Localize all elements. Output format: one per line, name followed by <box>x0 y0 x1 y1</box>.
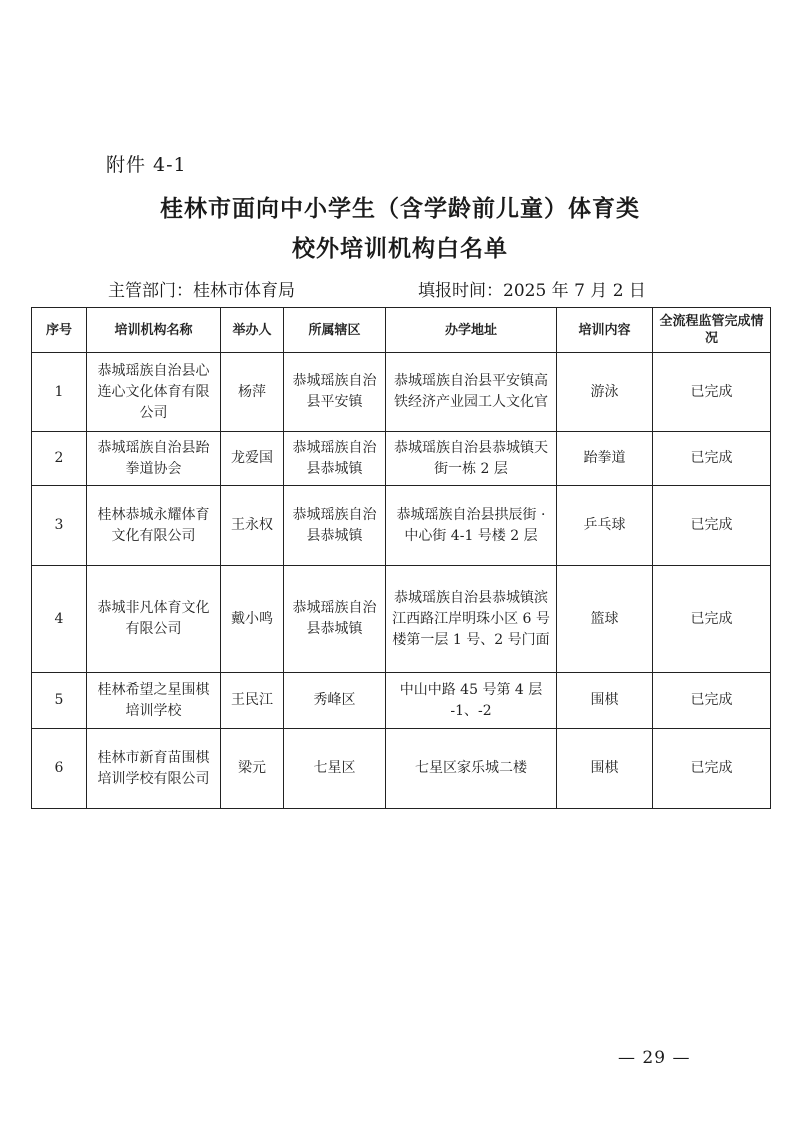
cell-status: 已完成 <box>653 566 771 673</box>
header-content: 培训内容 <box>557 308 653 353</box>
cell-district: 恭城瑶族自治县恭城镇 <box>284 432 386 486</box>
cell-address: 恭城瑶族自治县平安镇高铁经济产业园工人文化官 <box>386 353 557 432</box>
cell-index: 1 <box>32 353 87 432</box>
page-number: — 29 — <box>618 1048 691 1068</box>
cell-org-name: 桂林市新育苗围棋培训学校有限公司 <box>87 729 221 809</box>
cell-district: 恭城瑶族自治县平安镇 <box>284 353 386 432</box>
header-district: 所属辖区 <box>284 308 386 353</box>
table-row <box>32 729 771 809</box>
cell-status: 已完成 <box>653 353 771 432</box>
table-row <box>32 673 771 729</box>
cell-address: 中山中路 45 号第 4 层 -1、-2 <box>386 673 557 729</box>
header-address: 办学地址 <box>386 308 557 353</box>
cell-org-name: 恭城瑶族自治县跆拳道协会 <box>87 432 221 486</box>
header-status: 全流程监管完成情况 <box>653 308 771 353</box>
cell-address: 恭城瑶族自治县拱辰街 · 中心街 4-1 号楼 2 层 <box>386 486 557 566</box>
cell-org-name: 恭城非凡体育文化有限公司 <box>87 566 221 673</box>
report-date: 填报时间：2025 年 7 月 2 日 <box>418 281 646 301</box>
cell-status: 已完成 <box>653 486 771 566</box>
cell-status: 已完成 <box>653 432 771 486</box>
cell-index: 2 <box>32 432 87 486</box>
authority-label: 主管部门：桂林市体育局 <box>108 281 295 301</box>
cell-index: 5 <box>32 673 87 729</box>
cell-district: 秀峰区 <box>284 673 386 729</box>
cell-content: 围棋 <box>557 729 653 809</box>
cell-organizer: 龙爱国 <box>221 432 284 486</box>
cell-district: 恭城瑶族自治县恭城镇 <box>284 566 386 673</box>
cell-address: 恭城瑶族自治县恭城镇天街一栋 2 层 <box>386 432 557 486</box>
cell-content: 游泳 <box>557 353 653 432</box>
table-row <box>32 432 771 486</box>
cell-organizer: 梁元 <box>221 729 284 809</box>
cell-organizer: 戴小鸣 <box>221 566 284 673</box>
table-row <box>32 353 771 432</box>
table-row <box>32 486 771 566</box>
cell-address: 七星区家乐城二楼 <box>386 729 557 809</box>
cell-organizer: 杨萍 <box>221 353 284 432</box>
header-organizer: 举办人 <box>221 308 284 353</box>
cell-index: 4 <box>32 566 87 673</box>
document-subtitle: 校外培训机构白名单 <box>292 236 508 262</box>
whitelist-table <box>31 307 771 809</box>
document-title: 桂林市面向中小学生（含学龄前儿童）体育类 <box>160 196 640 222</box>
header-org-name: 培训机构名称 <box>87 308 221 353</box>
cell-organizer: 王民江 <box>221 673 284 729</box>
header-index: 序号 <box>32 308 87 353</box>
cell-index: 3 <box>32 486 87 566</box>
cell-content: 篮球 <box>557 566 653 673</box>
cell-org-name: 桂林恭城永耀体育文化有限公司 <box>87 486 221 566</box>
cell-content: 跆拳道 <box>557 432 653 486</box>
cell-district: 七星区 <box>284 729 386 809</box>
cell-content: 围棋 <box>557 673 653 729</box>
cell-org-name: 恭城瑶族自治县心连心文化体育有限公司 <box>87 353 221 432</box>
cell-status: 已完成 <box>653 673 771 729</box>
cell-content: 乒乓球 <box>557 486 653 566</box>
cell-org-name: 桂林希望之星围棋培训学校 <box>87 673 221 729</box>
table-header-row <box>32 308 771 353</box>
table-row <box>32 566 771 673</box>
cell-index: 6 <box>32 729 87 809</box>
attachment-label: 附件 4-1 <box>106 154 187 176</box>
cell-status: 已完成 <box>653 729 771 809</box>
cell-district: 恭城瑶族自治县恭城镇 <box>284 486 386 566</box>
cell-organizer: 王永权 <box>221 486 284 566</box>
cell-address: 恭城瑶族自治县恭城镇滨江西路江岸明珠小区 6 号楼第一层 1 号、2 号门面 <box>386 566 557 673</box>
